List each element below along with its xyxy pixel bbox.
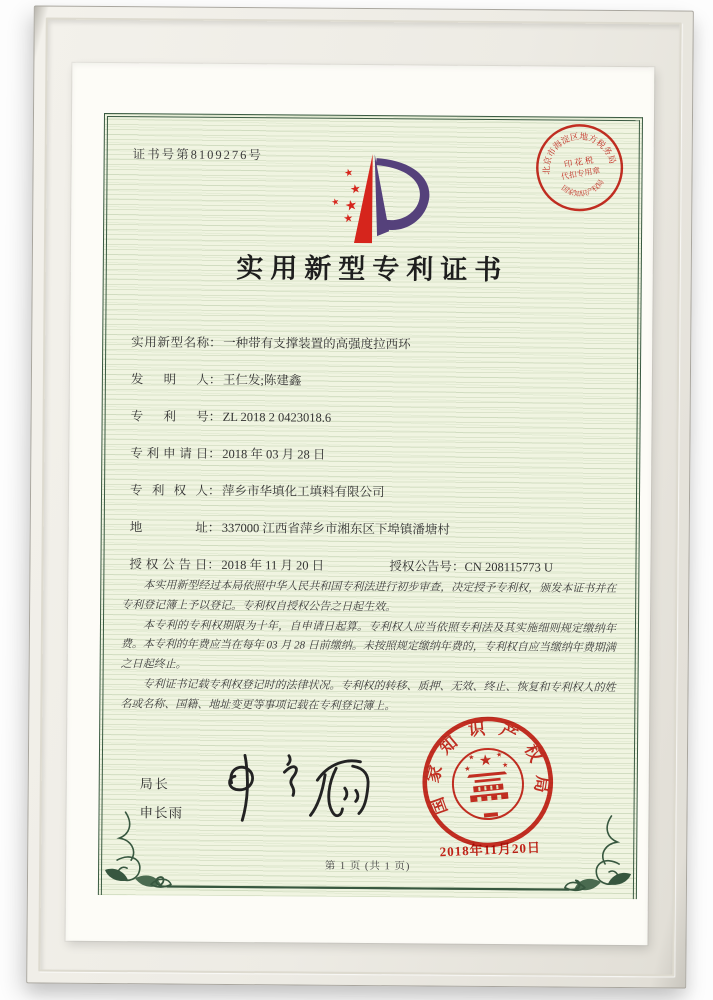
field-row-inventors: 发明人：王仁发;陈建鑫 (130, 372, 302, 388)
page-number: 第 1 页 (共 1 页) (324, 860, 411, 873)
certificate-body (98, 113, 643, 899)
svg-text:★: ★ (495, 750, 503, 760)
bottom-border-ornament (95, 810, 642, 900)
field-row-filing-date: 专利申请日：2018 年 03 月 28 日 (130, 446, 326, 462)
field-value: ZL 2018 2 0423018.6 (222, 409, 332, 425)
field-value: 王仁发;陈建鑫 (222, 372, 302, 388)
field-value: 一种带有支撑装置的高强度拉西环 (223, 335, 411, 352)
bottom-border-rule (167, 886, 569, 889)
field-label: 发明人 (130, 372, 209, 387)
cnipa-patent-logo-icon (290, 149, 441, 250)
field-value: 2018 年 03 月 28 日 (222, 446, 326, 462)
legal-paragraph-2: 本专利的专利权期限为十年，自申请日起算。专利权人应当依照专利法及其实施细则规定缴纳年费。本专利的年费应当在每年 03 月 28 日前缴纳。未按照规定缴纳年费的，专利权自应当缴纳年费期满之日起终止。 (120, 618, 617, 671)
signer-title: 局长 (139, 776, 170, 792)
grant-date: 授权公告日：2018 年 11 月 20 日 (129, 557, 325, 573)
field-value: 337000 江西省萍乡市湘东区下埠镇潘塘村 (221, 520, 450, 537)
svg-text:★: ★ (467, 753, 475, 762)
svg-text:★: ★ (343, 166, 355, 180)
certificate-number: 证书号第8109276号 (132, 147, 264, 163)
tax-stamp-seal (525, 114, 633, 222)
logo-stars (330, 167, 362, 226)
svg-text:★: ★ (501, 760, 509, 770)
tax-seal-ring-bottom-text: 国家知识产权局 (559, 178, 606, 199)
field-label: 专利申请日 (130, 446, 209, 461)
certificate-title: 实用新型专利证书 (236, 253, 509, 286)
tax-seal-center-line2: 代扣专用章 (560, 165, 601, 182)
main-seal-ring-text: 国家知识产权局 (423, 718, 553, 817)
field-label: 专利权人 (129, 483, 209, 498)
field-row-utility-model-name: 实用新型名称：一种带有支撑装置的高强度拉西环 (131, 335, 411, 352)
svg-text:★: ★ (342, 212, 355, 226)
svg-text:★: ★ (348, 181, 362, 197)
grant-number: 授权公告号：CN 208115773 U (389, 559, 553, 575)
svg-text:★: ★ (478, 752, 494, 770)
legal-paragraph-1: 本实用新型经过本局依照中华人民共和国专利法进行初步审查，决定授予专利权，颁发本证书并在专利登记簿上予以登记。专利权自授权公告之日起生效。 (121, 579, 617, 614)
seal-date: 2018年11月20日 (439, 839, 542, 860)
field-label: 专利号 (130, 409, 209, 424)
legal-text (120, 576, 616, 718)
tax-seal-center-line1: 印 花 税 (563, 154, 595, 170)
field-label: 地址 (129, 520, 208, 535)
field-list (130, 336, 617, 562)
field-value: 萍乡市华填化工填料有限公司 (221, 483, 385, 500)
svg-text:★: ★ (463, 764, 471, 774)
signer-name: 申长雨 (139, 805, 184, 821)
picture-frame (26, 5, 694, 988)
tax-seal-ring-top-text: 北京市海淀区地方税务局 (541, 131, 618, 175)
legal-paragraph-3: 专利证书记载专利权登记时的法律状况。专利权的转移、质押、无效、终止、恢复和专利权人的姓名或名称、国籍、地址变更等事项记载在专利登记簿上。 (120, 678, 616, 713)
logo-red-triangle (354, 154, 373, 243)
field-row-patentee: 专利权人：萍乡市华填化工填料有限公司 (129, 483, 385, 500)
svg-text:★: ★ (330, 195, 341, 208)
certificate-paper (66, 63, 655, 946)
china-national-emblem-icon (450, 746, 526, 822)
field-row-address: 地址：337000 江西省萍乡市湘东区下埠镇潘塘村 (129, 520, 450, 537)
field-row-patent-number: 专利号：ZL 2018 2 0423018.6 (130, 409, 332, 425)
field-label: 实用新型名称 (131, 335, 210, 350)
svg-text:★: ★ (343, 197, 360, 216)
grant-row (129, 554, 618, 576)
